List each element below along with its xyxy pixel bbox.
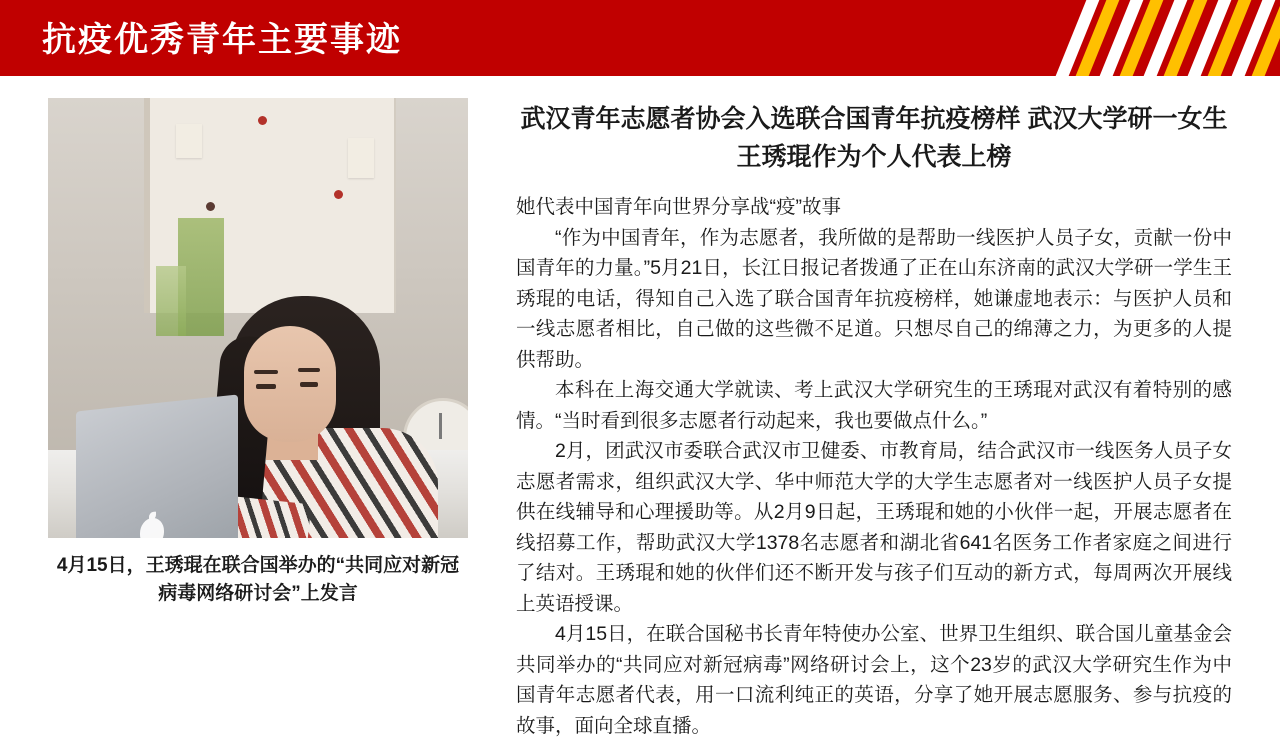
woman-at-laptop-photo: [48, 98, 468, 538]
header-stripes-decoration: [980, 0, 1280, 76]
photo-eye-right: [300, 382, 318, 387]
photo-sticky-note-2: [348, 138, 374, 178]
photo-plant-2: [156, 266, 186, 336]
page-title: 抗疫优秀青年主要事迹: [42, 21, 402, 59]
photo-eye-left: [256, 384, 276, 389]
photo-sticky-note-1: [176, 124, 202, 158]
photo-magnet-dark: [206, 202, 215, 211]
photo-magnet-red-2: [334, 190, 343, 199]
article-paragraph: “作为中国青年，作为志愿者，我所做的是帮助一线医护人员子女，贡献一份中国青年的力量。”5月21日，长江日报记者拨通了正在山东济南的武汉大学研一学生王琇琨的电话，得知自己入选了联合国青年抗疫榜样，她谦虚地表示：与医护人员和一线志愿者相比，自己做的这些微不足道。只想尽自己的绵薄之力，为更多的人提供帮助。: [516, 226, 1232, 371]
photo-brow-left: [254, 370, 278, 374]
photo-board-edge: [144, 98, 150, 313]
photo-magnet-red-1: [258, 116, 267, 125]
article-paragraph: 2月，团武汉市委联合武汉市卫健委、市教育局，结合武汉市一线医务人员子女志愿者需求，组织武汉大学、华中师范大学的大学生志愿者对一线医护人员子女提供在线辅导和心理援助等。从2月9日起，王琇琨和她的小伙伴一起，开展志愿者在线招募工作，帮助武汉大学1378名志愿者和湖北省641名医务工作者家庭之间进行了结对。王琇琨和她的伙伴们还不断开发与孩子们互动的新方式，每周两次开展线上英语授课。: [516, 440, 1232, 615]
article-paragraph: 4月15日，在联合国秘书长青年特使办公室、世界卫生组织、联合国儿童基金会共同举办的“共同应对新冠病毒”网络研讨会上，这个23岁的武汉大学研究生作为中国青年志愿者代表，用一口流利纯正的英语，分享了她开展志愿服务、参与抗疫的故事，面向全球直播。: [516, 623, 1232, 737]
photo-laptop-screen: [76, 394, 238, 538]
article: [516, 100, 1232, 741]
photo-caption: 4月15日，王琇琨在联合国举办的“共同应对新冠病毒网络研讨会”上发言: [56, 555, 460, 604]
article-paragraph: 她代表中国青年向世界分享战“疫”故事: [516, 196, 841, 218]
photo-brow-right: [298, 368, 320, 372]
article-body: [516, 192, 1232, 741]
article-title: 武汉青年志愿者协会入选联合国青年抗疫榜样 武汉大学研一女生王琇琨作为个人代表上榜: [520, 105, 1228, 171]
article-paragraph: 本科在上海交通大学就读、考上武汉大学研究生的王琇琨对武汉有着特别的感情。“当时看到很多志愿者行动起来，我也要做点什么。”: [516, 379, 1232, 432]
header-banner: [0, 0, 1280, 76]
photo-block: [48, 98, 468, 608]
